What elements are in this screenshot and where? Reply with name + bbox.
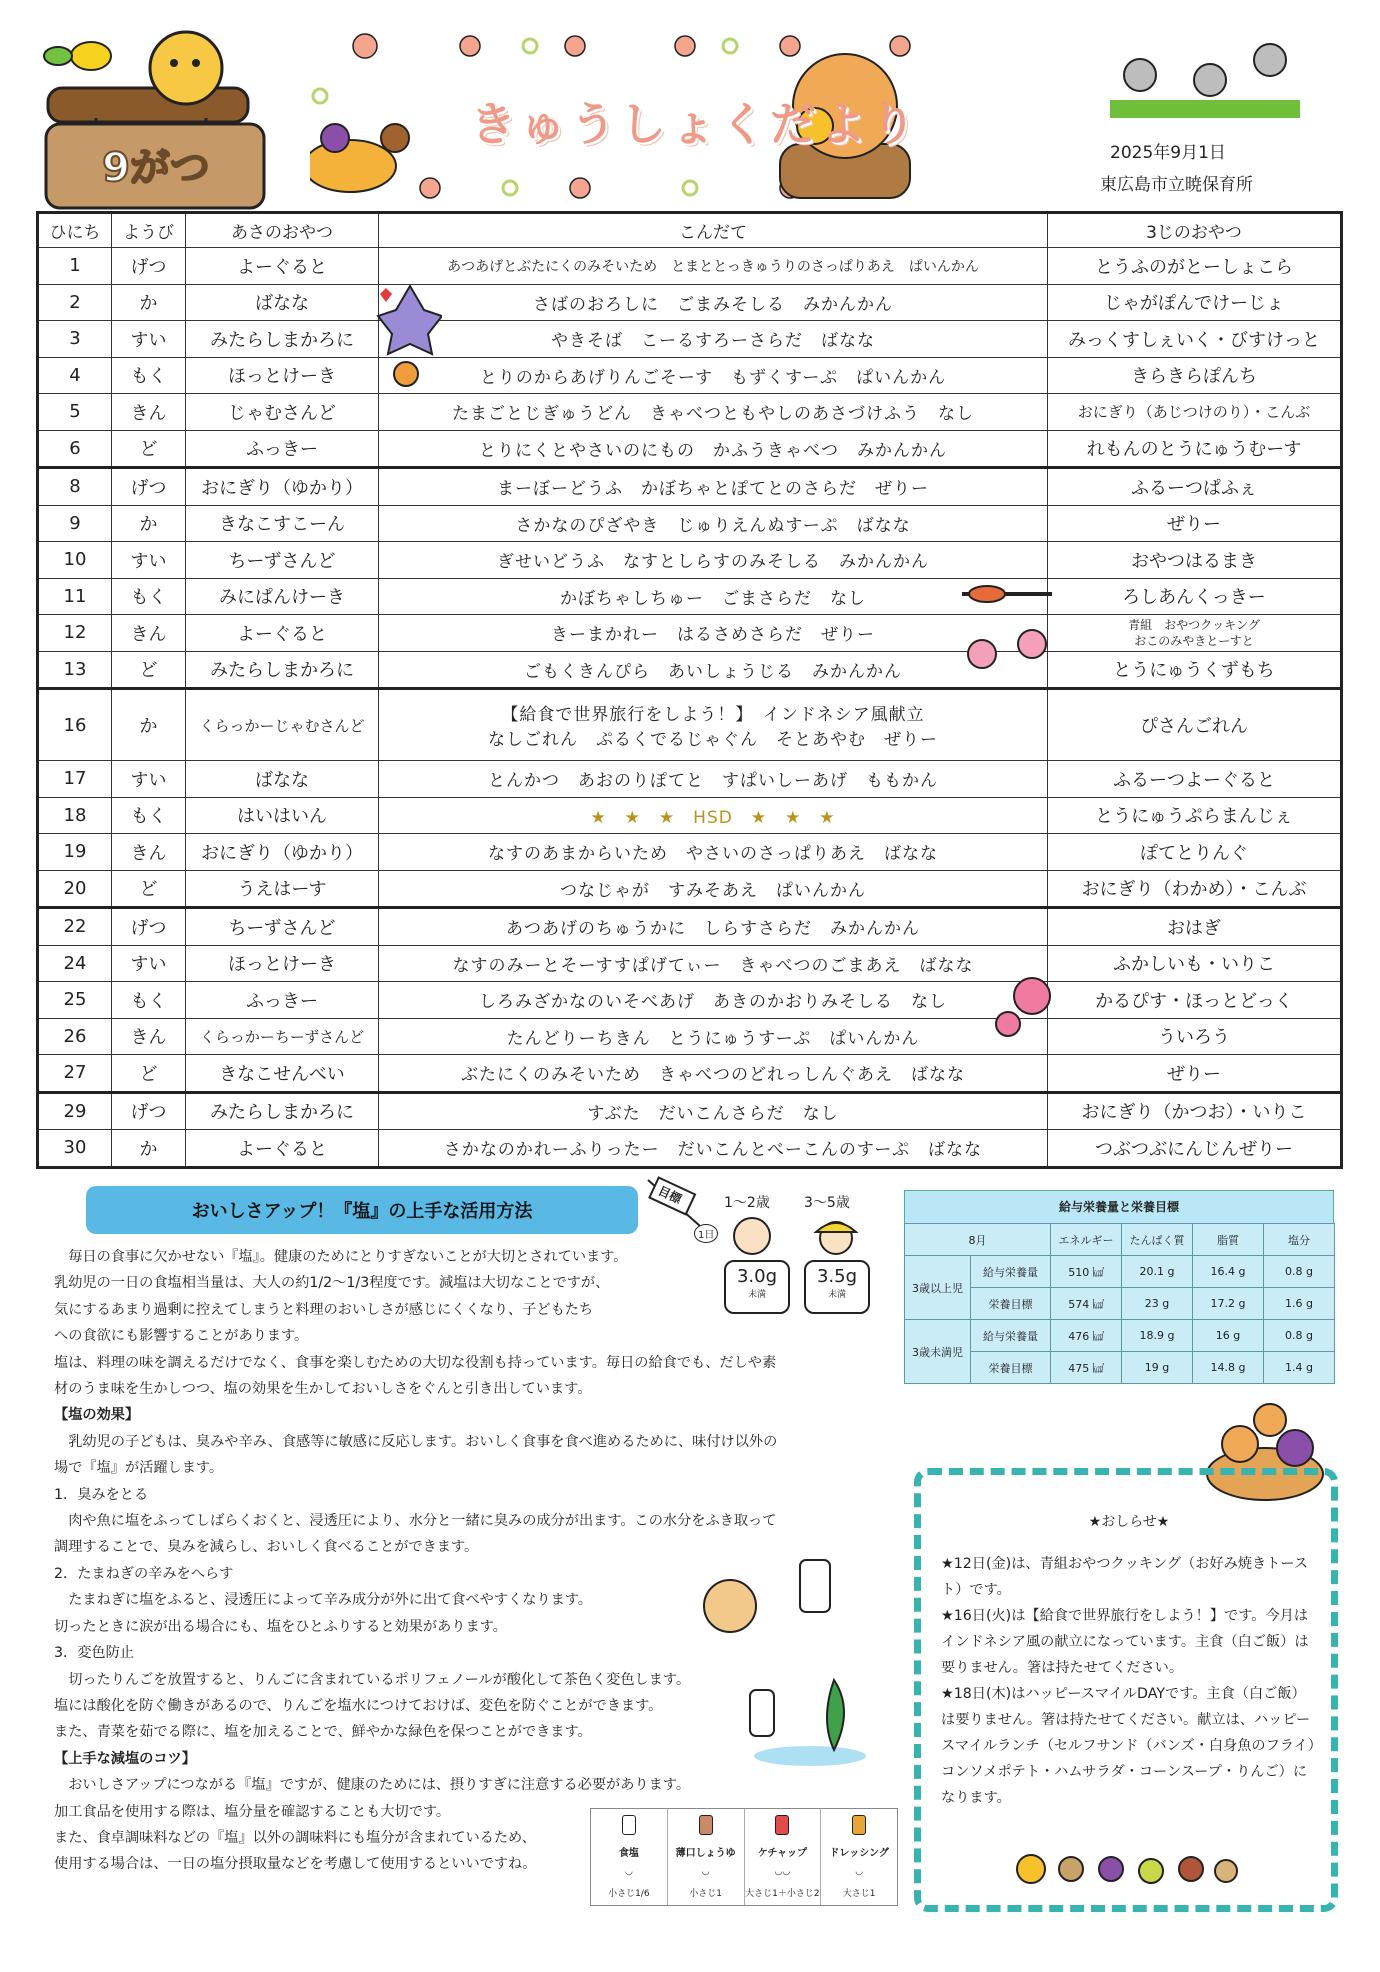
afternoon-snack-cell: れもんのとうにゅうむーす <box>1048 430 1342 468</box>
bottle-icon <box>622 1815 636 1835</box>
table-row <box>38 1092 1342 1130</box>
paragraph: また、食卓調味料などの『塩』以外の調味料にも塩分が含まれているため、 <box>54 1829 536 1846</box>
subsection-title: 3．変色防止 <box>54 1645 134 1662</box>
fat-value: 14.8 g <box>1193 1352 1264 1384</box>
day-cell: 9 <box>38 505 112 542</box>
paragraph: また、青菜を茹でる際に、塩を加えることで、鮮やかな緑色を保つことができます。 <box>54 1724 592 1741</box>
paragraph: おいしさアップにつながる『塩』ですが、健康のためには、摂りすぎに注意する必要があります。 <box>54 1777 691 1794</box>
age-label-1: 1〜2歳 <box>724 1195 770 1211</box>
table-row <box>38 505 1342 542</box>
bellflower-icon <box>372 282 442 392</box>
fat-value: 16 g <box>1193 1320 1264 1352</box>
lunch-cell: まーぼーどうふ かぼちゃとぽてとのさらだ ぜりー <box>379 468 1048 506</box>
morning-snack-cell: よーぐると <box>186 248 379 285</box>
afternoon-snack-cell: ういろう <box>1048 1018 1342 1055</box>
weekday-cell: げつ <box>112 248 186 285</box>
weekday-cell: すい <box>112 761 186 798</box>
afternoon-snack-cell: ぜりー <box>1048 1055 1342 1093</box>
lunch-cell: たまごとじぎゅうどん きゃべつともやしのあさづけふう なし <box>379 394 1048 431</box>
table-row <box>38 284 1342 321</box>
paragraph: 場で『塩』が活躍します。 <box>54 1460 224 1477</box>
nutrition-header-row <box>905 1224 1335 1256</box>
paragraph: 塩には酸化を防ぐ働きがあるので、りんごを塩水につけておけば、変色を防ぐことができます。 <box>54 1697 663 1714</box>
morning-snack-cell: ほっとけーき <box>186 357 379 394</box>
lunch-cell: さかなのかれーふりったー だいこんとべーこんのすーぷ ばなな <box>379 1130 1048 1168</box>
weekday-cell: ど <box>112 1055 186 1093</box>
header-afternoon-snack: 3じのおやつ <box>1048 213 1342 248</box>
weekday-cell: ど <box>112 870 186 908</box>
header-day: ひにち <box>38 213 112 248</box>
day-cell: 1 <box>38 248 112 285</box>
protein-value: 23 g <box>1122 1288 1193 1320</box>
morning-snack-cell: ちーずさんど <box>186 542 379 579</box>
lunch-cell: きーまかれー はるさめさらだ ぜりー <box>379 615 1048 652</box>
day-cell: 24 <box>38 945 112 982</box>
morning-snack-cell: ふっきー <box>186 982 379 1019</box>
afternoon-snack-cell: おにぎり（あじつけのり）・こんぶ <box>1048 394 1342 431</box>
bird-icon <box>71 42 111 70</box>
day-cell: 27 <box>38 1055 112 1093</box>
salt-unit-2: 未満 <box>827 1290 846 1300</box>
seasoning-name: 食塩 <box>618 1847 639 1859</box>
salt-unit-1: 未満 <box>747 1290 766 1300</box>
leopard-icon <box>150 32 222 104</box>
age-label-2: 3〜5歳 <box>804 1195 850 1211</box>
morning-snack-cell: ばなな <box>186 284 379 321</box>
morning-snack-cell: くらっかーじゃむさんど <box>186 689 379 761</box>
paragraph: 乳幼児の子どもは、臭みや辛み、食感等に敏感に反応します。おいしく食事を食べ進めるために、味付け以外の <box>54 1433 778 1450</box>
day-cell: 11 <box>38 578 112 615</box>
nutrition-title: 給与栄養量と栄養目標 <box>904 1190 1334 1223</box>
nutrition-header: 塩分 <box>1264 1224 1335 1256</box>
salt-value: 0.8 g <box>1264 1320 1335 1352</box>
lunch-cell: あつあげのちゅうかに しらすさらだ みかんかん <box>379 908 1048 946</box>
day-cell: 17 <box>38 761 112 798</box>
bottle-icon <box>852 1815 866 1835</box>
day-cell: 16 <box>38 689 112 761</box>
seasoning-name: 薄口しょうゆ <box>675 1847 736 1859</box>
bottle-icon <box>775 1815 789 1835</box>
morning-snack-cell: おにぎり（ゆかり） <box>186 834 379 871</box>
header-lunch: こんだて <box>379 213 1048 248</box>
protein-value: 19 g <box>1122 1352 1193 1384</box>
seasoning-amount: 大さじ1 <box>842 1888 876 1899</box>
paragraph: 乳幼児の一日の食塩相当量は、大人の約1/2〜1/3程度です。減塩は大切なことですが、 <box>54 1275 610 1292</box>
morning-snack-cell: よーぐると <box>186 1130 379 1168</box>
day-cell: 22 <box>38 908 112 946</box>
protein-value: 18.9 g <box>1122 1320 1193 1352</box>
seasoning-item <box>591 1809 668 1905</box>
ants-band-icon <box>1110 30 1300 120</box>
weekday-cell: げつ <box>112 908 186 946</box>
afternoon-snack-cell: おにぎり（かつお）・いりこ <box>1048 1092 1342 1130</box>
nutrition-table <box>904 1223 1335 1384</box>
energy-value: 510 ㎉ <box>1051 1256 1122 1288</box>
spoon-icon: ◡ <box>624 1867 633 1878</box>
table-row <box>38 870 1342 908</box>
morning-snack-cell: みたらしまかろに <box>186 321 379 358</box>
energy-value: 475 ㎉ <box>1051 1352 1122 1384</box>
weekday-cell: すい <box>112 945 186 982</box>
table-row <box>905 1256 1335 1288</box>
morning-snack-cell: みたらしまかろに <box>186 651 379 689</box>
salt-value: 0.8 g <box>1264 1256 1335 1288</box>
table-row <box>38 945 1342 982</box>
row-type: 給与栄養量 <box>971 1320 1051 1352</box>
paragraph: 調理することで、臭みを減らし、おいしく食べることができます。 <box>54 1539 479 1556</box>
lunch-cell: ぶたにくのみそいため きゃべつのどれっしんぐあえ ばなな <box>379 1055 1048 1093</box>
morning-snack-cell: ばなな <box>186 761 379 798</box>
school-name: 東広島市立暁保育所 <box>1100 175 1253 195</box>
fat-value: 16.4 g <box>1193 1256 1264 1288</box>
lunch-cell: あつあげとぶたにくのみそいため とまととっきゅうりのさっぱりあえ ぱいんかん <box>379 248 1048 285</box>
protein-value: 20.1 g <box>1122 1256 1193 1288</box>
goal-day: 1日 <box>694 1224 718 1243</box>
morning-snack-cell: じゃむさんど <box>186 394 379 431</box>
paragraph: 毎日の食事に欠かせない『塩』。健康のためにとりすぎないことが大切とされています。 <box>54 1249 628 1265</box>
table-row <box>38 982 1342 1019</box>
month-label: 9がつ <box>102 145 210 191</box>
paragraph: 切ったりんごを放置すると、りんごに含まれているポリフェノールが酸化して茶色く変色します。 <box>54 1671 691 1688</box>
day-cell: 8 <box>38 468 112 506</box>
lunch-cell: ごもくきんぴら あいしょうじる みかんかん <box>379 651 1048 689</box>
lunch-cell: ぎせいどうふ なすとしらすのみそしる みかんかん <box>379 542 1048 579</box>
day-cell: 26 <box>38 1018 112 1055</box>
salt-value: 1.4 g <box>1264 1352 1335 1384</box>
afternoon-snack-cell: とうふのがとーしょこら <box>1048 248 1342 285</box>
day-cell: 2 <box>38 284 112 321</box>
morning-snack-cell: おにぎり（ゆかり） <box>186 468 379 506</box>
table-row <box>38 834 1342 871</box>
afternoon-snack-cell: かるぴす・ほっとどっく <box>1048 982 1342 1019</box>
cooking-event-label: 青組 おやつクッキング <box>1128 617 1260 632</box>
day-cell: 29 <box>38 1092 112 1130</box>
afternoon-snack-cell: ぴさんごれん <box>1048 689 1342 761</box>
energy-value: 476 ㎉ <box>1051 1320 1122 1352</box>
autumn-foods-icon <box>1011 1849 1241 1889</box>
paragraph: への食欲にも影響することがあります。 <box>54 1328 309 1345</box>
lunch-cell <box>379 689 1048 761</box>
world-trip-dishes: なしごれん ぷるくでるじゃぐん そとあやむ ぜりー <box>488 730 938 750</box>
table-row <box>38 578 1342 615</box>
paragraph: 材のうま味を生かしつつ、塩の効果を生かしておいしさをぐんと引き出しています。 <box>54 1381 592 1398</box>
afternoon-snack-cell: ぽてとりんぐ <box>1048 834 1342 871</box>
morning-snack-cell: ちーずさんど <box>186 908 379 946</box>
table-row <box>38 615 1342 652</box>
day-cell: 19 <box>38 834 112 871</box>
day-cell: 13 <box>38 651 112 689</box>
weekday-cell: もく <box>112 578 186 615</box>
lunch-cell: なすのみーとそーすすぱげてぃー きゃべつのごまあえ ばなな <box>379 945 1048 982</box>
lunch-cell: やきそば こーるすろーさらだ ばなな <box>379 321 1048 358</box>
table-row <box>38 1130 1342 1168</box>
table-row <box>38 797 1342 834</box>
paragraph: 切ったときに涙が出る場合にも、塩をひとふりすると効果があります。 <box>54 1618 507 1635</box>
row-type: 給与栄養量 <box>971 1256 1051 1288</box>
afternoon-snack-cell: とうにゅうぷらまんじぇ <box>1048 797 1342 834</box>
paragraph: 使用する場合は、一日の塩分摂取量などを考慮して使用するといいですね。 <box>54 1856 537 1873</box>
notice-content <box>941 1509 1317 1811</box>
morning-snack-cell: くらっかーちーずさんど <box>186 1018 379 1055</box>
lunch-cell: しろみざかなのいそべあげ あきのかおりみそしる なし <box>379 982 1048 1019</box>
nutrition-header: たんぱく質 <box>1122 1224 1193 1256</box>
menu-header-row <box>38 213 1342 248</box>
nutrition-header: エネルギー <box>1051 1224 1122 1256</box>
weekday-cell: ど <box>112 651 186 689</box>
table-row <box>38 430 1342 468</box>
day-cell: 6 <box>38 430 112 468</box>
nutrition-header: 脂質 <box>1193 1224 1264 1256</box>
fruit-basket-icon <box>310 124 409 192</box>
day-cell: 4 <box>38 357 112 394</box>
weekday-cell: すい <box>112 321 186 358</box>
paragraph: 塩は、料理の味を調えるだけでなく、食事を楽しむための大切な役割も持っています。毎日の給食でも、だしや素 <box>54 1354 777 1371</box>
month-sign <box>36 28 266 213</box>
row-type: 栄養目標 <box>971 1352 1051 1384</box>
paragraph: 加工食品を使用する際は、塩分量を確認することも大切です。 <box>54 1803 451 1820</box>
weekday-cell: きん <box>112 394 186 431</box>
section-title: 【上手な減塩のコツ】 <box>54 1750 196 1767</box>
salt-article-header: おいしさアップ！『塩』の上手な活用方法 <box>86 1186 638 1234</box>
menu-table <box>36 211 1343 1169</box>
notice-item: ★12日(金)は、青組おやつクッキング（お好み焼きトースト）です。 <box>941 1556 1309 1598</box>
afternoon-snack-cell: ふるーつよーぐると <box>1048 761 1342 798</box>
salt-value: 1.6 g <box>1264 1288 1335 1320</box>
weekday-cell: もく <box>112 357 186 394</box>
morning-snack-cell: きなこすこーん <box>186 505 379 542</box>
seasoning-name: ケチャップ <box>757 1847 808 1859</box>
cosmos-icon <box>990 970 1060 1050</box>
table-row <box>38 651 1342 689</box>
weekday-cell: か <box>112 1130 186 1168</box>
day-cell: 5 <box>38 394 112 431</box>
lunch-cell: さばのおろしに ごまみそしる みかんかん <box>379 284 1048 321</box>
seasoning-amount: 小さじ1/6 <box>608 1888 650 1899</box>
bottle-icon <box>699 1815 713 1835</box>
salt-value-2: 3.5g <box>816 1266 858 1287</box>
goal-label: 目標 <box>655 1183 684 1207</box>
world-trip-title: 【給食で世界旅行をしよう！】 インドネシア風献立 <box>501 705 925 725</box>
table-row <box>38 468 1342 506</box>
afternoon-snack-cell: じゃがぽんでけーじょ <box>1048 284 1342 321</box>
paragraph: たまねぎに塩をふると、浸透圧によって辛み成分が外に出て食べやすくなります。 <box>54 1592 592 1609</box>
morning-snack-cell: みたらしまかろに <box>186 1092 379 1130</box>
lunch-cell-hsd: ★ ★ ★ HSD ★ ★ ★ <box>379 797 1048 834</box>
table-row <box>38 321 1342 358</box>
weekday-cell: きん <box>112 615 186 652</box>
seasoning-amount: 大さじ1＋小さじ2 <box>745 1888 820 1899</box>
day-cell: 18 <box>38 797 112 834</box>
cooking-event-dish: おこのみやきとーすと <box>1134 633 1254 648</box>
lunch-cell: たんどりーちきん とうにゅうすーぷ ぱいんかん <box>379 1018 1048 1055</box>
paragraph: 肉や魚に塩をふってしばらくおくと、浸透圧により、水分と一緒に臭みの成分が出ます。この水分をふき取って <box>54 1513 777 1530</box>
apple-greens-icon <box>740 1660 870 1770</box>
table-row <box>38 1018 1342 1055</box>
afternoon-snack-cell: おにぎり（わかめ）・こんぶ <box>1048 870 1342 908</box>
paragraph: 気にするあまり過剰に控えてしまうと料理のおいしさが感じにくくなり、子どもたち <box>54 1301 594 1318</box>
age-group-label: 3歳以上児 <box>905 1256 971 1320</box>
spoon-icon: ◡ <box>855 1867 864 1878</box>
morning-snack-cell: うえはーす <box>186 870 379 908</box>
header-weekday: ようび <box>112 213 186 248</box>
subsection-title: 2．たまねぎの辛みをへらす <box>54 1565 234 1582</box>
table-row <box>38 394 1342 431</box>
table-row <box>38 542 1342 579</box>
lunch-cell: すぶた だいこんさらだ なし <box>379 1092 1048 1130</box>
afternoon-snack-cell: おやつはるまき <box>1048 542 1342 579</box>
lunch-cell: とんかつ あおのりぽてと すぱいしーあげ ももかん <box>379 761 1048 798</box>
day-cell: 3 <box>38 321 112 358</box>
weekday-cell: きん <box>112 834 186 871</box>
newsletter-title: きゅうしょくだより <box>470 97 920 151</box>
day-cell: 12 <box>38 615 112 652</box>
table-row <box>38 689 1342 761</box>
table-row <box>38 761 1342 798</box>
energy-value: 574 ㎉ <box>1051 1288 1122 1320</box>
afternoon-snack-cell: みっくすしぇいく・びすけっと <box>1048 321 1342 358</box>
notice-item: ★16日(火)は【給食で世界旅行をしよう！】です。今月はインドネシア風の献立になっています。主食（白ご飯）は要りません。箸は持たせてください。 <box>941 1608 1309 1676</box>
afternoon-snack-cell: とうにゅうくずもち <box>1048 651 1342 689</box>
seasoning-item <box>745 1809 822 1905</box>
seasoning-amount: 小さじ1 <box>689 1888 722 1899</box>
subsection-title: 1．臭みをとる <box>54 1486 149 1503</box>
afternoon-snack-cell: ろしあんくっきー <box>1048 578 1342 615</box>
seasoning-table <box>590 1808 898 1906</box>
lunch-cell: なすのあまからいため やさいのさっぱりあえ ばなな <box>379 834 1048 871</box>
weekday-cell: もく <box>112 797 186 834</box>
notice-box <box>914 1468 1338 1912</box>
day-cell: 10 <box>38 542 112 579</box>
afternoon-snack-cell: ふるーつぱふぇ <box>1048 468 1342 506</box>
table-row <box>38 357 1342 394</box>
table-row <box>905 1320 1335 1352</box>
weekday-cell: すい <box>112 542 186 579</box>
spoon-icon: ◡ <box>701 1867 710 1878</box>
table-row <box>38 1055 1342 1093</box>
seasoning-item <box>668 1809 745 1905</box>
section-title: 【塩の効果】 <box>54 1407 140 1424</box>
weekday-cell: げつ <box>112 468 186 506</box>
morning-snack-cell: ふっきー <box>186 430 379 468</box>
morning-snack-cell: よーぐると <box>186 615 379 652</box>
nutrition-panel <box>904 1190 1334 1384</box>
notice-item: ★18日(木)はハッピースマイルDAYです。主食（白ご飯）は要りません。箸は持たせてください。献立は、ハッピースマイルランチ（セルフサンド（バンズ・白身魚のフライ）コンソメポテト・ハムサラダ・コーンスープ・りんご）になります。 <box>941 1686 1315 1806</box>
lunch-cell: つなじゃが すみそあえ ぱいんかん <box>379 870 1048 908</box>
afternoon-snack-cell: つぶつぶにんじんぜりー <box>1048 1130 1342 1168</box>
afternoon-snack-cell: おはぎ <box>1048 908 1342 946</box>
afternoon-snack-cell: きらきらぽんち <box>1048 357 1342 394</box>
seasoning-name: ドレッシング <box>829 1847 889 1859</box>
age-group-label: 3歳未満児 <box>905 1320 971 1384</box>
seasoning-item <box>821 1809 897 1905</box>
table-row <box>38 908 1342 946</box>
afternoon-snack-cell: ぜりー <box>1048 505 1342 542</box>
morning-snack-cell: はいはいん <box>186 797 379 834</box>
day-cell: 20 <box>38 870 112 908</box>
day-cell: 25 <box>38 982 112 1019</box>
lunch-cell: さかなのぴざやき じゅりえんぬすーぷ ばなな <box>379 505 1048 542</box>
weekday-cell: か <box>112 689 186 761</box>
onion-salt-icon <box>700 1540 840 1640</box>
table-row <box>38 248 1342 285</box>
lunch-cell: とりにくとやさいのにもの かふうきゃべつ みかんかん <box>379 430 1048 468</box>
weekday-cell: げつ <box>112 1092 186 1130</box>
issue-date: 2025年9月1日 <box>1110 143 1226 163</box>
notice-title: ★おしらせ★ <box>1088 1514 1170 1530</box>
lunch-cell: かぼちゃしちゅー ごまさらだ なし <box>379 578 1048 615</box>
weekday-cell: か <box>112 505 186 542</box>
afternoon-snack-cell <box>1048 615 1342 652</box>
row-type: 栄養目標 <box>971 1288 1051 1320</box>
salt-value-1: 3.0g <box>736 1266 778 1287</box>
dragonfly-icon <box>952 574 1072 684</box>
spoon-icon: ◡◡ <box>774 1867 791 1878</box>
day-cell: 30 <box>38 1130 112 1168</box>
fat-value: 17.2 g <box>1193 1288 1264 1320</box>
weekday-cell: もく <box>112 982 186 1019</box>
afternoon-snack-cell: ふかしいも・いりこ <box>1048 945 1342 982</box>
morning-snack-cell: ほっとけーき <box>186 945 379 982</box>
header-morning-snack: あさのおやつ <box>186 213 379 248</box>
morning-snack-cell: きなこせんべい <box>186 1055 379 1093</box>
weekday-cell: ど <box>112 430 186 468</box>
weekday-cell: きん <box>112 1018 186 1055</box>
lunch-cell: とりのからあげりんごそーす もずくすーぷ ぱいんかん <box>379 357 1048 394</box>
weekday-cell: か <box>112 284 186 321</box>
nutrition-header: 8月 <box>905 1224 1051 1256</box>
morning-snack-cell: みにぱんけーき <box>186 578 379 615</box>
